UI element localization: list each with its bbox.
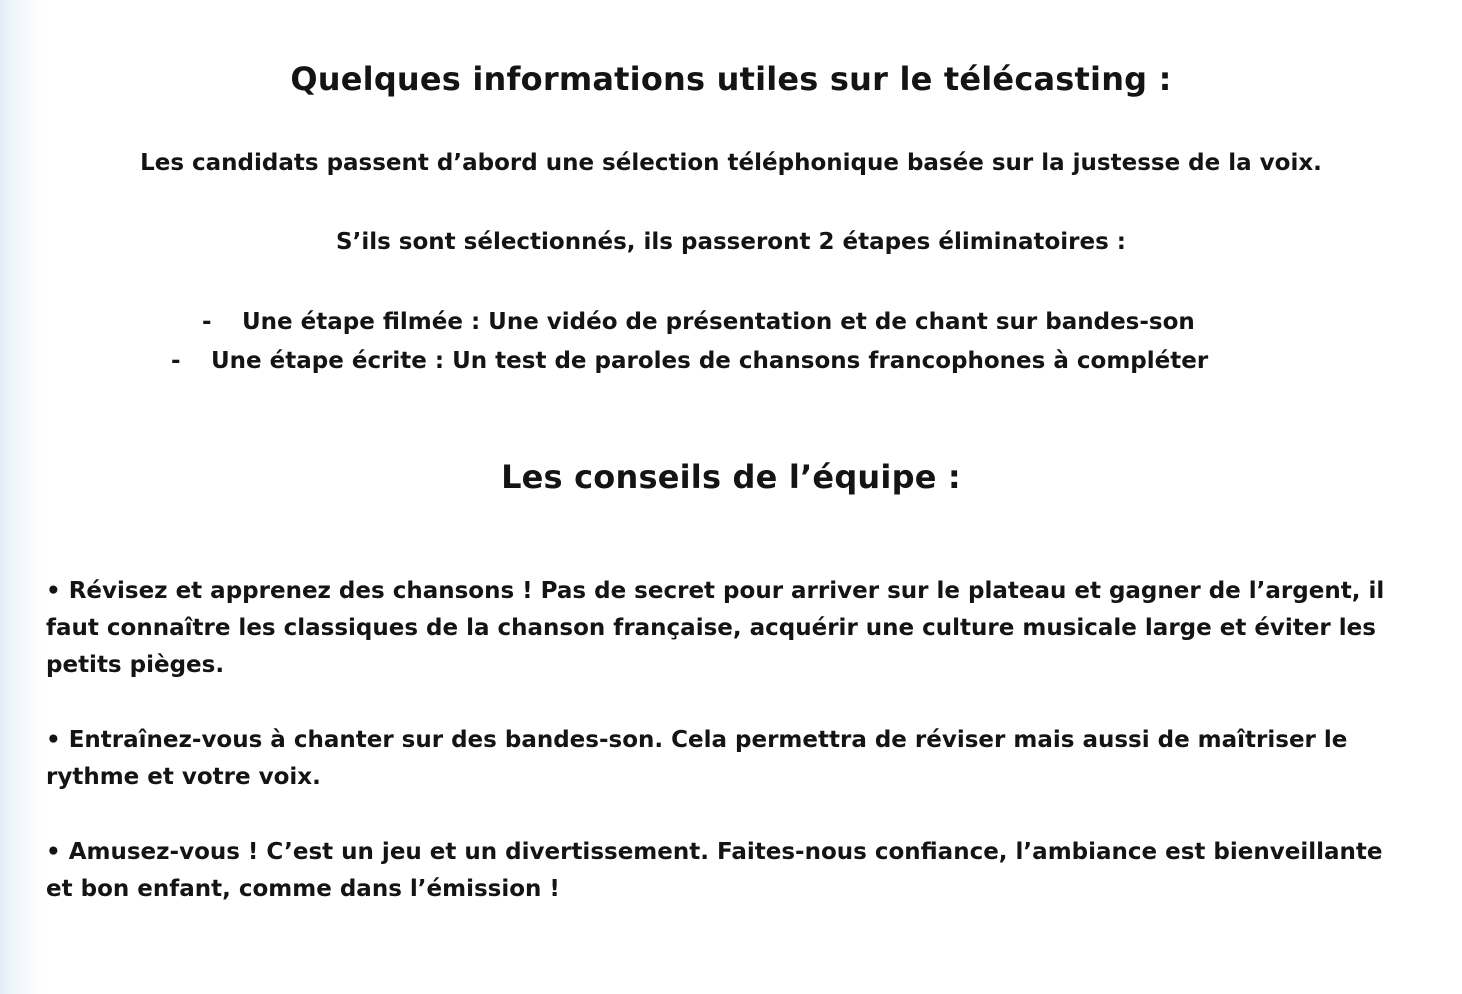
step-item-label: Une étape filmée : Une vidéo de présentation et de chant sur bandes-son <box>242 309 1195 335</box>
tip-paragraph-train: • Entraînez-vous à chanter sur des bandes-son. Cela permettra de réviser mais aussi de maîtriser le rythme et votre voix. <box>46 727 1348 790</box>
step-item-filmed <box>202 309 1195 335</box>
section-title-conseils: Les conseils de l’équipe : <box>501 458 961 496</box>
dash-bullet: - <box>202 309 212 335</box>
tip-paragraph-revise: • Révisez et apprenez des chansons ! Pas de secret pour arriver sur le plateau et gagner de l’argent, il faut connaître les classiques de la chanson française, acquérir une culture musicale large et éviter les petits pièges. <box>46 578 1385 678</box>
steps-intro: S’ils sont sélectionnés, ils passeront 2 étapes éliminatoires : <box>336 229 1126 255</box>
step-item-written <box>171 348 1208 374</box>
dash-bullet: - <box>171 348 181 374</box>
intro-paragraph: Les candidats passent d’abord une sélection téléphonique basée sur la justesse de la voix. <box>140 150 1322 176</box>
step-item-label: Une étape écrite : Un test de paroles de chansons francophones à compléter <box>211 348 1209 374</box>
tip-paragraph-have-fun: • Amusez-vous ! C’est un jeu et un divertissement. Faites-nous confiance, l’ambiance est bienveillante et bon enfant, comme dans l’émission ! <box>46 839 1383 902</box>
section-title-telecasting: Quelques informations utiles sur le télécasting : <box>290 60 1172 98</box>
